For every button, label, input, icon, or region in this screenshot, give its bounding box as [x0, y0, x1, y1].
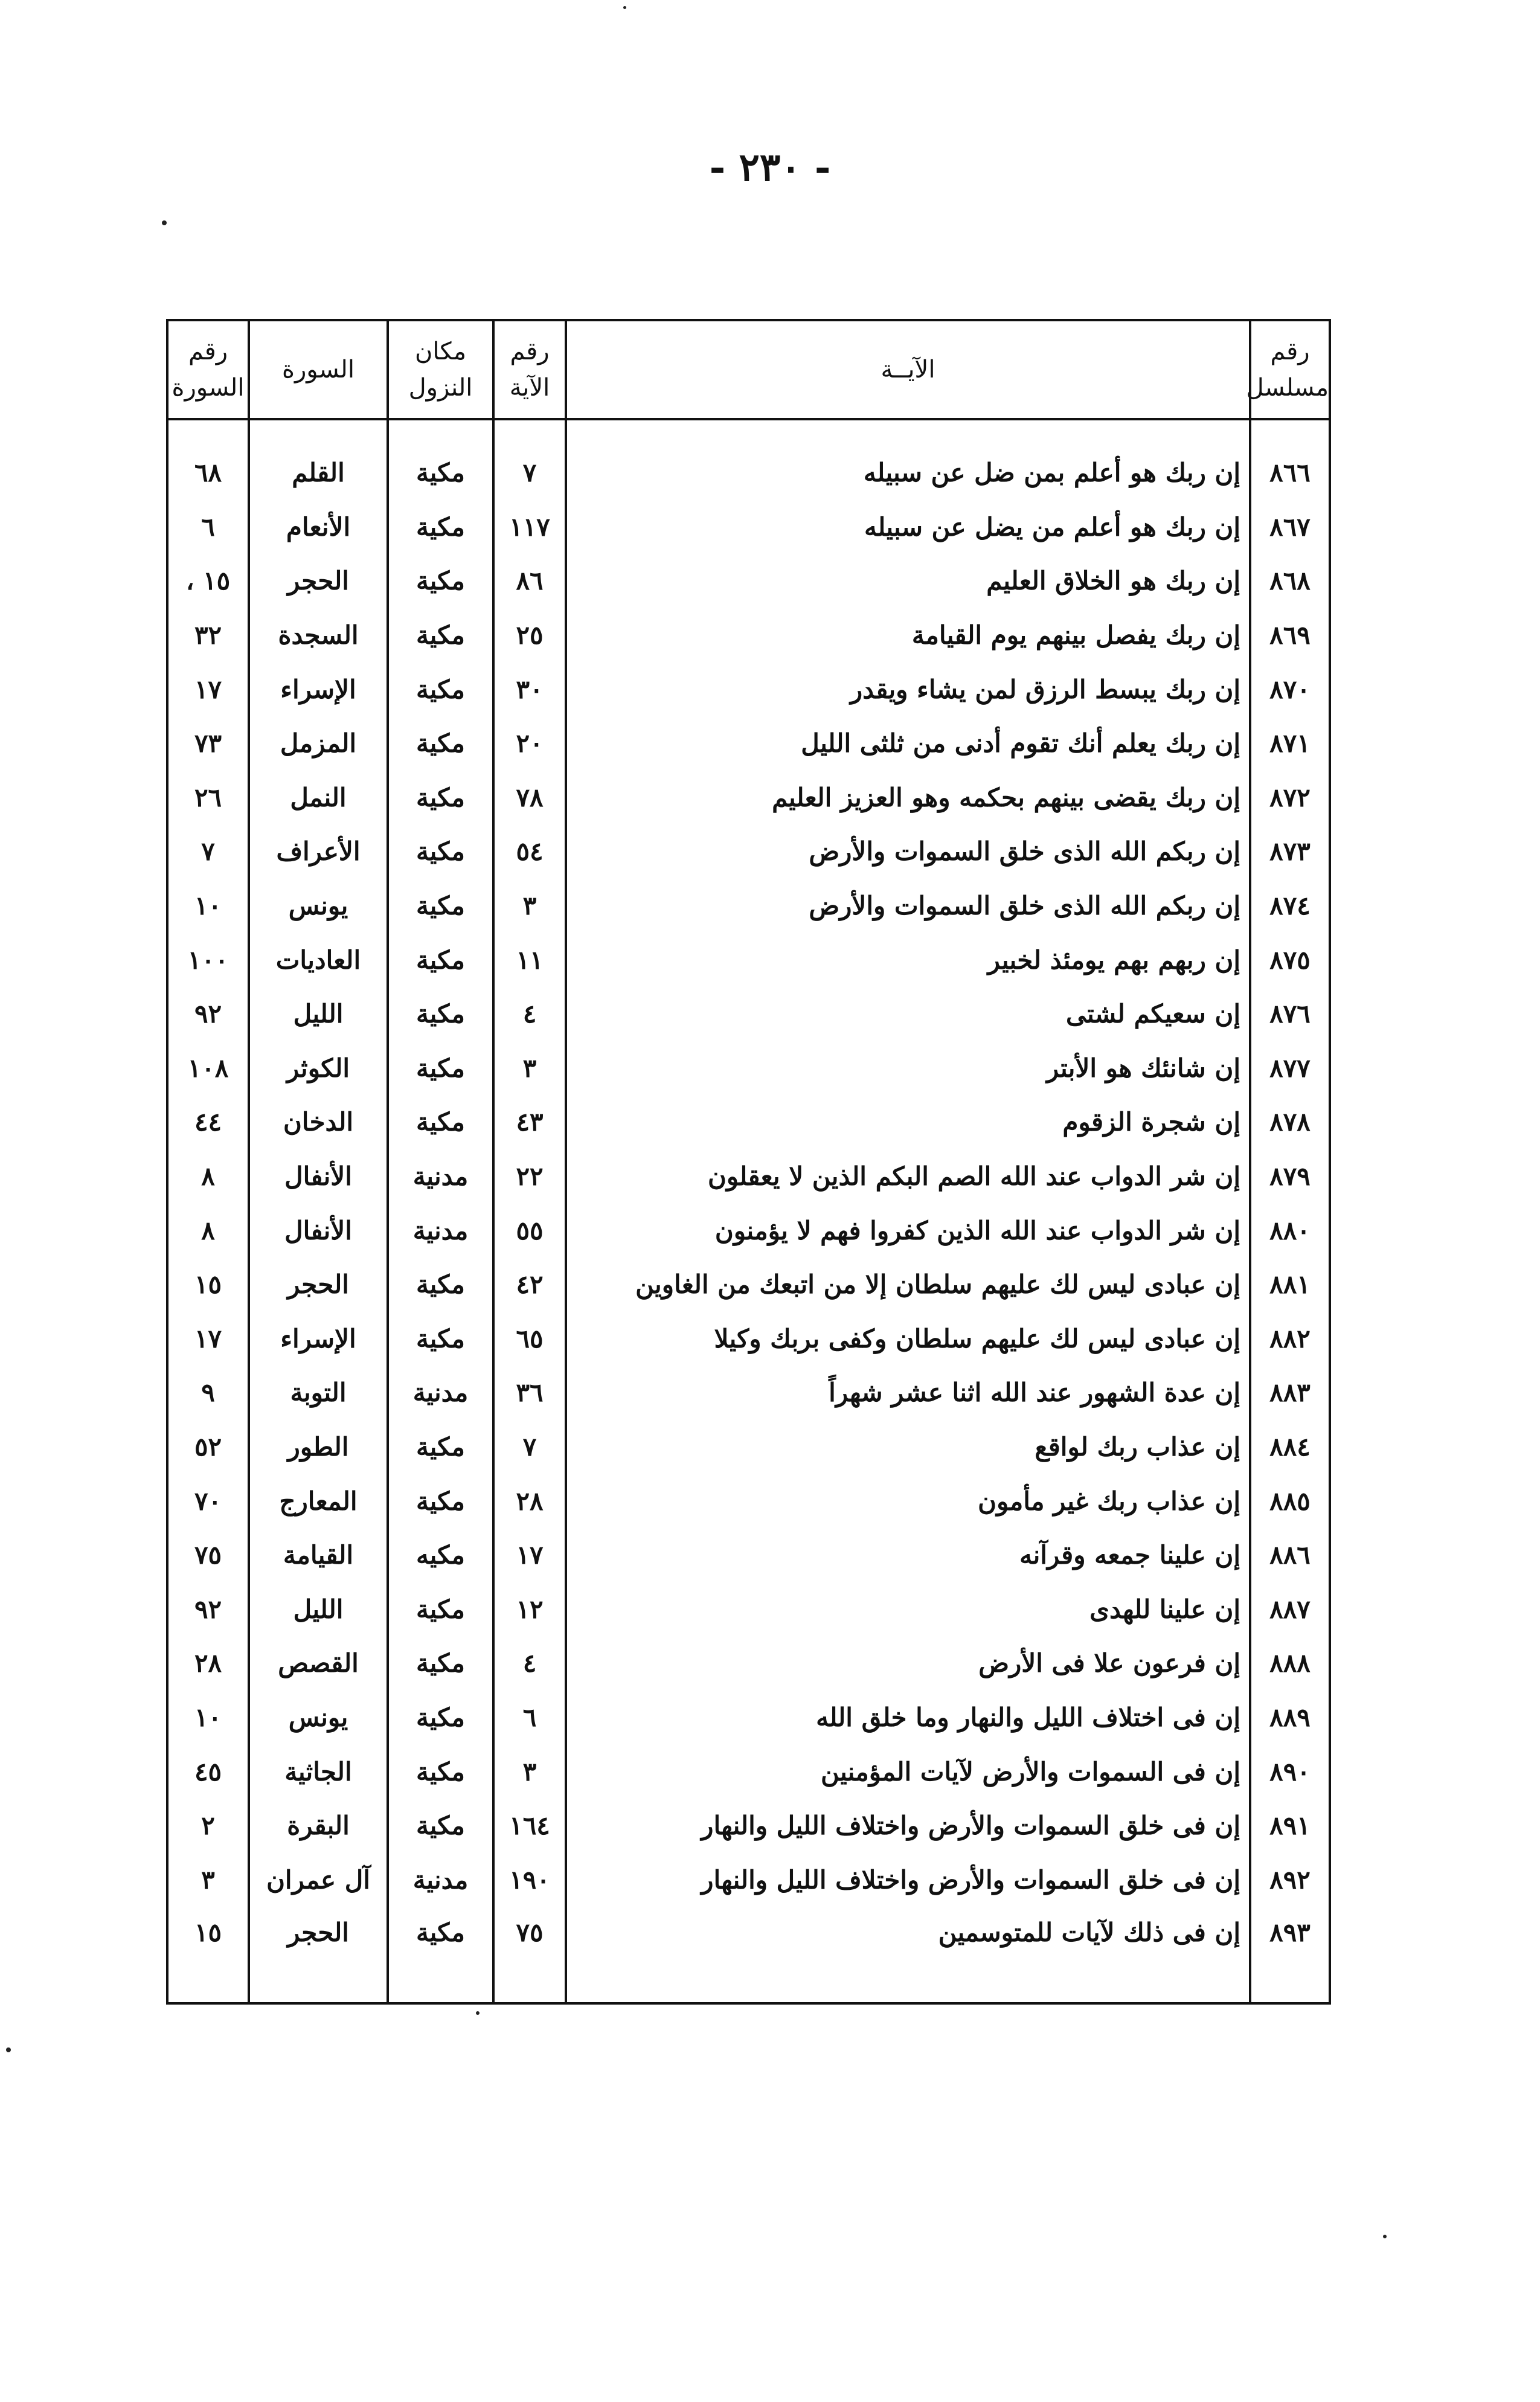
table-row: [167, 1852, 1330, 1907]
ayah-text: إن عدة الشهور عند الله اثنا عشر شهراً: [566, 1366, 1250, 1420]
header-surah-number-label: رقم السورة: [172, 338, 245, 402]
surah-number: ٦: [167, 500, 249, 554]
revelation-place: مكية: [388, 771, 493, 825]
surah-name: الأنفال: [249, 1203, 388, 1257]
header-ayah-label: الآيــة: [881, 356, 935, 384]
revelation-place: مكيه: [388, 1528, 493, 1582]
table-row: [167, 1420, 1330, 1474]
ayah-number: ٧٥: [493, 1907, 566, 2003]
ayah-text: إن ربك يعلم أنك تقوم أدنى من ثلثى الليل: [566, 716, 1250, 771]
ayah-text: إن فى السموات والأرض لآيات المؤمنين: [566, 1744, 1250, 1799]
surah-name: الأنفال: [249, 1149, 388, 1204]
surah-number: ٧٣: [167, 716, 249, 771]
ayah-number: ١٢: [493, 1582, 566, 1636]
surah-name: القصص: [249, 1636, 388, 1691]
ayah-number: ١١٧: [493, 500, 566, 554]
surah-name: البقرة: [249, 1799, 388, 1853]
ayah-number: ٤٣: [493, 1095, 566, 1149]
revelation-place: مكية: [388, 1474, 493, 1528]
surah-name: يونس: [249, 1691, 388, 1745]
header-ayah-number-label: رقم الآية: [509, 338, 550, 402]
table-row: [167, 879, 1330, 933]
revelation-place: مكية: [388, 1582, 493, 1636]
surah-number: ٩٢: [167, 1582, 249, 1636]
surah-name: آل عمران: [249, 1852, 388, 1907]
table-row: [167, 716, 1330, 771]
ayah-number: ٤: [493, 1636, 566, 1691]
header-serial: [1246, 320, 1330, 419]
table-row: [167, 446, 1330, 500]
serial-cell: ٨٨٩: [1250, 1691, 1330, 1745]
revelation-place: مدنية: [388, 1149, 493, 1204]
surah-number: ٦٨: [167, 446, 249, 500]
surah-number: ١٥ ،: [167, 554, 249, 608]
surah-name: النمل: [249, 771, 388, 825]
header-surah-label: السورة: [282, 356, 355, 384]
ayah-number: ٥٤: [493, 824, 566, 879]
revelation-place: مكية: [388, 1312, 493, 1366]
serial-cell: ٨٩٢: [1250, 1852, 1330, 1907]
surah-number: ٩٢: [167, 987, 249, 1041]
surah-number: ٢٨: [167, 1636, 249, 1691]
surah-number: ١٥: [167, 1907, 249, 2003]
surah-name: العاديات: [249, 933, 388, 987]
serial-cell: ٨٧٧: [1250, 1041, 1330, 1096]
table-row: [167, 1691, 1330, 1745]
table-row: [167, 1257, 1330, 1312]
ayah-number: ٣: [493, 1041, 566, 1096]
serial-cell: ٨٦٨: [1250, 554, 1330, 608]
revelation-place: مكية: [388, 1799, 493, 1853]
serial-cell: ٨٧٩: [1250, 1149, 1330, 1204]
revelation-place: مدنية: [388, 1366, 493, 1420]
ayah-text: إن سعيكم لشتى: [566, 987, 1250, 1041]
surah-number: ٥٢: [167, 1420, 249, 1474]
surah-name: الحجر: [249, 554, 388, 608]
revelation-place: مكية: [388, 446, 493, 500]
ayah-text: إن ربكم الله الذى خلق السموات والأرض: [566, 879, 1250, 933]
surah-number: ٧٥: [167, 1528, 249, 1582]
header-spacer-row: [167, 419, 1330, 446]
ayah-text: إن شانئك هو الأبتر: [566, 1041, 1250, 1096]
revelation-place: مكية: [388, 1744, 493, 1799]
ayah-text: إن ربك يبسط الرزق لمن يشاء ويقدر: [566, 662, 1250, 716]
table-row: [167, 1799, 1330, 1853]
surah-name: الطور: [249, 1420, 388, 1474]
serial-cell: ٨٨٢: [1250, 1312, 1330, 1366]
surah-name: الأنعام: [249, 500, 388, 554]
revelation-place: مكية: [388, 662, 493, 716]
table-row: [167, 1582, 1330, 1636]
ayah-text: إن فى خلق السموات والأرض واختلاف الليل والنهار: [566, 1799, 1250, 1853]
surah-number: ٨: [167, 1149, 249, 1204]
table-header-row: [167, 320, 1330, 419]
header-serial-label: رقم مسلسل: [1246, 338, 1329, 402]
revelation-place: مكية: [388, 1636, 493, 1691]
surah-number: ١٠٠: [167, 933, 249, 987]
page-number: - ٢٣٠ -: [709, 145, 831, 190]
revelation-place: مكية: [388, 1420, 493, 1474]
surah-number: ٨: [167, 1203, 249, 1257]
surah-name: التوبة: [249, 1366, 388, 1420]
serial-cell: ٨٧٣: [1250, 824, 1330, 879]
surah-name: الإسراء: [249, 662, 388, 716]
table-row: [167, 933, 1330, 987]
surah-name: الدخان: [249, 1095, 388, 1149]
surah-name: السجدة: [249, 608, 388, 663]
ayah-text: إن ربكم الله الذى خلق السموات والأرض: [566, 824, 1250, 879]
surah-name: المزمل: [249, 716, 388, 771]
ayah-number: ١١: [493, 933, 566, 987]
table-row: [167, 1528, 1330, 1582]
serial-cell: ٨٨٨: [1250, 1636, 1330, 1691]
ayah-text: إن عبادى ليس لك عليهم سلطان إلا من اتبعك من الغاوين: [566, 1257, 1250, 1312]
serial-cell: ٨٨٠: [1250, 1203, 1330, 1257]
serial-cell: ٨٧١: [1250, 716, 1330, 771]
header-place: [388, 320, 493, 419]
ayah-text: إن شجرة الزقوم: [566, 1095, 1250, 1149]
surah-name: يونس: [249, 879, 388, 933]
ayah-text: إن فى خلق السموات والأرض واختلاف الليل والنهار: [566, 1852, 1250, 1907]
ayah-text: إن ربك يقضى بينهم بحكمه وهو العزيز العليم: [566, 771, 1250, 825]
table-row: [167, 1474, 1330, 1528]
serial-cell: ٨٨٧: [1250, 1582, 1330, 1636]
scan-speck: [476, 2011, 480, 2015]
surah-number: ٢: [167, 1799, 249, 1853]
revelation-place: مكية: [388, 1907, 493, 2003]
ayah-text: إن ربك هو الخلاق العليم: [566, 554, 1250, 608]
ayah-index-table: [166, 319, 1331, 2005]
scan-speck: [6, 2047, 11, 2052]
serial-cell: ٨٦٩: [1250, 608, 1330, 663]
serial-cell: ٨٧٤: [1250, 879, 1330, 933]
table-row: [167, 662, 1330, 716]
ayah-text: إن فى اختلاف الليل والنهار وما خلق الله: [566, 1691, 1250, 1745]
revelation-place: مكية: [388, 824, 493, 879]
table-row: [167, 1366, 1330, 1420]
revelation-place: مدنية: [388, 1203, 493, 1257]
ayah-text: إن عبادى ليس لك عليهم سلطان وكفى بربك وكيلا: [566, 1312, 1250, 1366]
ayah-text: إن فرعون علا فى الأرض: [566, 1636, 1250, 1691]
serial-cell: ٨٨٦: [1250, 1528, 1330, 1582]
surah-name: الليل: [249, 1582, 388, 1636]
revelation-place: مكية: [388, 879, 493, 933]
revelation-place: مكية: [388, 500, 493, 554]
revelation-place: مكية: [388, 554, 493, 608]
serial-cell: ٨٨١: [1250, 1257, 1330, 1312]
ayah-number: ١٩٠: [493, 1852, 566, 1907]
ayah-text: إن شر الدواب عند الله الذين كفروا فهم لا يؤمنون: [566, 1203, 1250, 1257]
surah-name: القيامة: [249, 1528, 388, 1582]
table-row: [167, 608, 1330, 663]
surah-number: ١٥: [167, 1257, 249, 1312]
serial-cell: ٨٨٥: [1250, 1474, 1330, 1528]
surah-number: ١٠: [167, 1691, 249, 1745]
scan-speck: [162, 220, 167, 225]
surah-number: ٤٤: [167, 1095, 249, 1149]
table-body: [167, 446, 1330, 2003]
ayah-text: إن عذاب ربك غير مأمون: [566, 1474, 1250, 1528]
ayah-number: ١٦٤: [493, 1799, 566, 1853]
ayah-text: إن شر الدواب عند الله الصم البكم الذين لا يعقلون: [566, 1149, 1250, 1204]
ayah-number: ٧: [493, 1420, 566, 1474]
scan-speck: [1383, 2235, 1387, 2238]
table-row: [167, 500, 1330, 554]
revelation-place: مكية: [388, 608, 493, 663]
surah-number: ١٧: [167, 1312, 249, 1366]
surah-name: الأعراف: [249, 824, 388, 879]
revelation-place: مكية: [388, 1257, 493, 1312]
surah-name: المعارج: [249, 1474, 388, 1528]
ayah-number: ٦: [493, 1691, 566, 1745]
ayah-number: ٢٨: [493, 1474, 566, 1528]
serial-cell: ٨٦٧: [1250, 500, 1330, 554]
ayah-text: إن عذاب ربك لواقع: [566, 1420, 1250, 1474]
ayah-number: ٨٦: [493, 554, 566, 608]
ayah-text: إن ربك هو أعلم من يضل عن سبيله: [566, 500, 1250, 554]
ayah-text: إن ربك هو أعلم بمن ضل عن سبيله: [566, 446, 1250, 500]
surah-name: الليل: [249, 987, 388, 1041]
revelation-place: مكية: [388, 1095, 493, 1149]
serial-cell: ٨٦٦: [1250, 446, 1330, 500]
surah-name: الحجر: [249, 1907, 388, 2003]
table-row: [167, 1149, 1330, 1204]
surah-number: ٩: [167, 1366, 249, 1420]
scan-speck: [623, 6, 626, 9]
table-row: [167, 771, 1330, 825]
surah-number: ١٠: [167, 879, 249, 933]
serial-cell: ٨٧٦: [1250, 987, 1330, 1041]
table-row: [167, 1907, 1330, 2003]
ayah-number: ٧٨: [493, 771, 566, 825]
serial-cell: ٨٧٢: [1250, 771, 1330, 825]
revelation-place: مدنية: [388, 1852, 493, 1907]
surah-name: الجاثية: [249, 1744, 388, 1799]
serial-cell: ٨٩٠: [1250, 1744, 1330, 1799]
surah-name: الكوثر: [249, 1041, 388, 1096]
revelation-place: مكية: [388, 987, 493, 1041]
serial-cell: ٨٧٨: [1250, 1095, 1330, 1149]
ayah-text: إن ربك يفصل بينهم يوم القيامة: [566, 608, 1250, 663]
surah-number: ٣: [167, 1852, 249, 1907]
ayah-number: ٣: [493, 879, 566, 933]
ayah-number: ٤: [493, 987, 566, 1041]
surah-number: ٢٦: [167, 771, 249, 825]
ayah-number: ٧: [493, 446, 566, 500]
surah-name: الحجر: [249, 1257, 388, 1312]
serial-cell: ٨٩١: [1250, 1799, 1330, 1853]
surah-number: ٧: [167, 824, 249, 879]
surah-name: الإسراء: [249, 1312, 388, 1366]
surah-name: القلم: [249, 446, 388, 500]
surah-number: ٣٢: [167, 608, 249, 663]
serial-cell: ٨٧٥: [1250, 933, 1330, 987]
serial-cell: ٨٩٣: [1250, 1907, 1330, 2003]
ayah-text: إن علينا للهدى: [566, 1582, 1250, 1636]
table-row: [167, 1203, 1330, 1257]
ayah-text: إن علينا جمعه وقرآنه: [566, 1528, 1250, 1582]
ayah-number: ٤٢: [493, 1257, 566, 1312]
serial-cell: ٨٨٤: [1250, 1420, 1330, 1474]
surah-number: ٤٥: [167, 1744, 249, 1799]
table-row: [167, 554, 1330, 608]
table-row: [167, 987, 1330, 1041]
ayah-number: ٣٦: [493, 1366, 566, 1420]
table-row: [167, 824, 1330, 879]
table-row: [167, 1636, 1330, 1691]
revelation-place: مكية: [388, 716, 493, 771]
serial-cell: ٨٧٠: [1250, 662, 1330, 716]
surah-number: ١٧: [167, 662, 249, 716]
table-row: [167, 1041, 1330, 1096]
surah-number: ٧٠: [167, 1474, 249, 1528]
ayah-number: ٥٥: [493, 1203, 566, 1257]
ayah-text: إن ربهم بهم يومئذ لخبير: [566, 933, 1250, 987]
serial-cell: ٨٨٣: [1250, 1366, 1330, 1420]
ayah-number: ٣٠: [493, 662, 566, 716]
ayah-number: ٢٠: [493, 716, 566, 771]
header-place-label: مكان النزول: [408, 338, 473, 402]
ayah-number: ٢٥: [493, 608, 566, 663]
table-row: [167, 1095, 1330, 1149]
header-surah-number: [167, 320, 249, 419]
table-row: [167, 1744, 1330, 1799]
surah-number: ١٠٨: [167, 1041, 249, 1096]
table-row: [167, 1312, 1330, 1366]
header-ayah-number: [493, 320, 566, 419]
ayah-number: ٣: [493, 1744, 566, 1799]
header-ayah: [566, 320, 1250, 419]
revelation-place: مكية: [388, 933, 493, 987]
ayah-text: إن فى ذلك لآيات للمتوسمين: [566, 1907, 1250, 2003]
header-surah: [249, 320, 388, 419]
revelation-place: مكية: [388, 1041, 493, 1096]
ayah-number: ٦٥: [493, 1312, 566, 1366]
ayah-number: ٢٢: [493, 1149, 566, 1204]
ayah-number: ١٧: [493, 1528, 566, 1582]
revelation-place: مكية: [388, 1691, 493, 1745]
